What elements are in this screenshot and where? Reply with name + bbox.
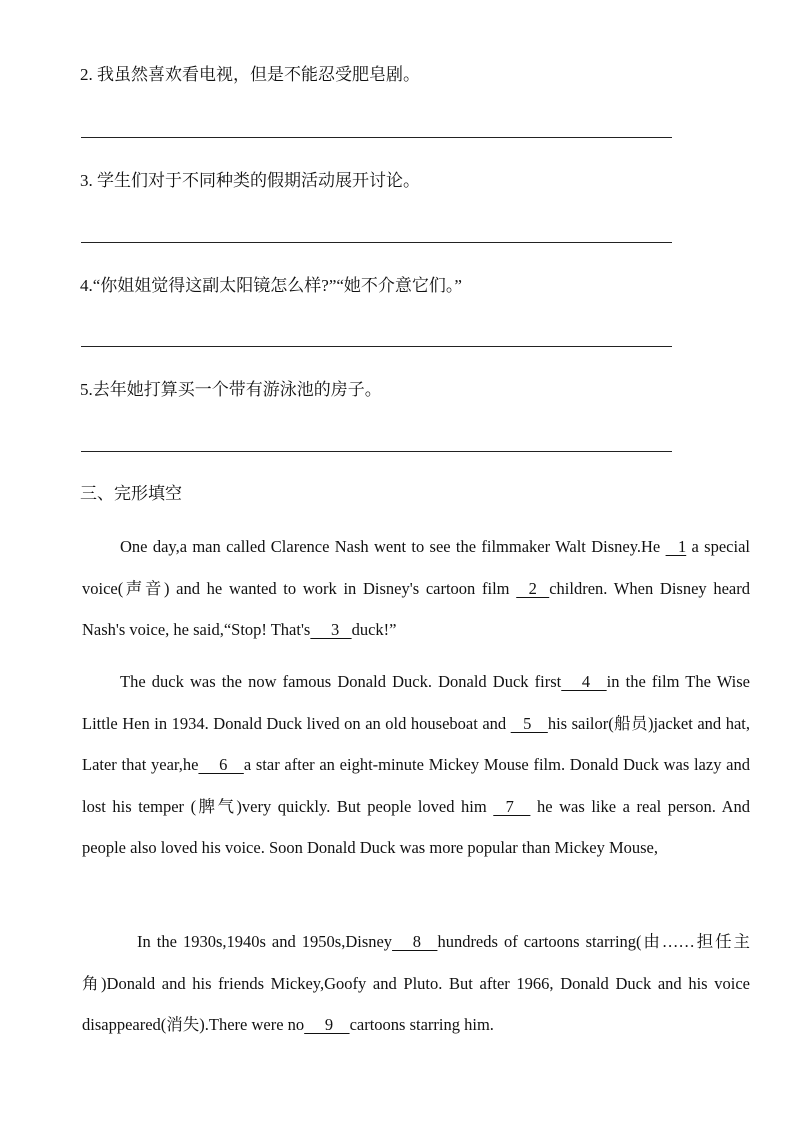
blank-1[interactable]: 1 — [665, 537, 687, 556]
blank-5[interactable]: 5 — [510, 713, 548, 733]
blank-3[interactable]: 3 — [310, 620, 352, 640]
translation-item-5: 5.去年她打算买一个带有游泳池的房子。 — [80, 380, 382, 399]
blank-4[interactable]: 4 — [561, 672, 607, 691]
translation-item-3: 3. 学生们对于不同种类的假期活动展开讨论。 — [80, 171, 420, 190]
blank-6[interactable]: 6 — [198, 755, 244, 775]
cloze-paragraph-2 — [82, 661, 750, 869]
cloze-paragraph-3 — [82, 921, 750, 1046]
text-run: duck!” — [351, 620, 397, 640]
translation-item-2: 2. 我虽然喜欢看电视，但是不能忍受肥皂剧。 — [80, 65, 420, 84]
text-run: in the film The Wise Little Hen in 1934. Donald Duck lived on an old houseboat and — [82, 672, 750, 733]
answer-line-2[interactable] — [81, 137, 672, 138]
text-run: a star after an eight-minute Mickey Mouse film. Donald Duck was lazy and lost his temper (脾气)very quickly. But people loved him — [82, 755, 750, 816]
blank-2[interactable]: 2 — [516, 578, 550, 598]
text-run: In the 1930s,1940s and 1950s,Disney — [137, 932, 393, 951]
text-run: he was like a real person. And people also loved his voice. Soon Donald Duck was more popular than Mickey Mouse, — [82, 796, 750, 858]
text-run: children. When Disney heard Nash's voice, he said,“Stop! That's — [82, 578, 750, 640]
blank-8[interactable]: 8 — [392, 932, 438, 951]
section-heading: 三、完形填空 — [80, 484, 182, 503]
text-run: his sailor(船员)jacket and hat, Later that year,he — [82, 713, 750, 775]
answer-line-5[interactable] — [81, 451, 672, 452]
blank-9[interactable]: 9 — [304, 1015, 350, 1035]
blank-7[interactable]: 7 — [493, 796, 531, 816]
text-run: hundreds of cartoons starring(由……担任主角)Donald and his friends Mickey,Goofy and Pluto. But after 1966, Donald Duck and his voice disappeared(消失).There were no — [82, 932, 750, 1035]
cloze-paragraph-1 — [82, 526, 750, 651]
answer-line-4[interactable] — [81, 346, 672, 347]
text-run: a special voice(声音) and he wanted to work in Disney's cartoon film — [82, 537, 750, 598]
answer-line-3[interactable] — [81, 242, 672, 243]
text-run: One day,a man called Clarence Nash went to see the filmmaker Walt Disney.He — [120, 537, 666, 556]
text-run: cartoons starring him. — [349, 1015, 494, 1035]
text-run: The duck was the now famous Donald Duck. Donald Duck first — [120, 672, 562, 691]
translation-item-4: 4.“你姐姐觉得这副太阳镜怎么样?”“她不介意它们。” — [80, 276, 462, 295]
